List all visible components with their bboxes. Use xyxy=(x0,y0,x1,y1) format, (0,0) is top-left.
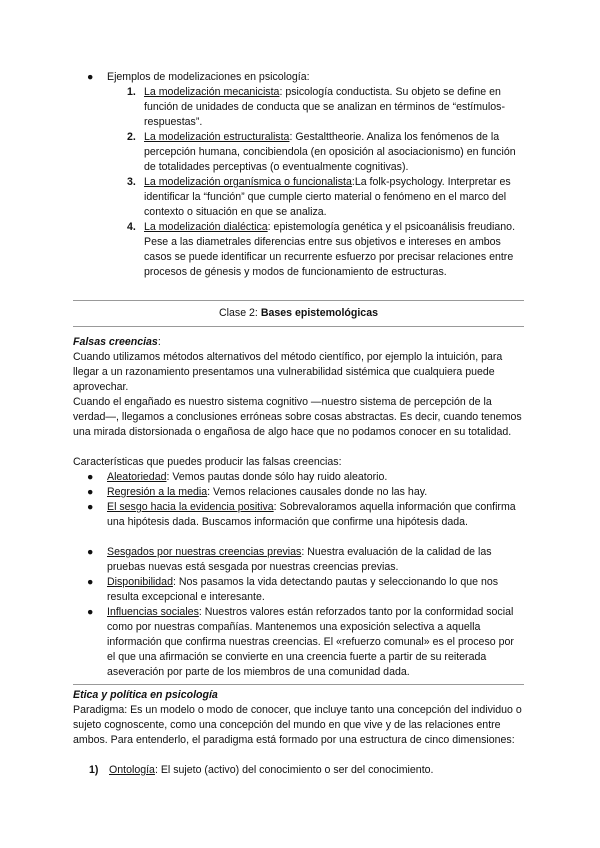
falsas-heading xyxy=(73,335,524,350)
heading-suffix: : xyxy=(157,336,161,348)
item-text: : Nuestros valores están reforzados tanto por la conformidad social como por nuestras compañías. Mantenemos una exposición selectiva a aquella información que confirma nuestras creencias. El «refuerzo comunal» es el proceso por el que una afirmación se convierte en una creencia fuerte a partir de su reiterada aseveración por parte de los miembros de una comunidad dada. xyxy=(107,606,514,678)
bullet-icon: ● xyxy=(87,501,94,513)
list-item xyxy=(73,485,524,500)
item-number: 2. xyxy=(127,131,136,143)
etica-paragraph: Paradigma: Es un modelo o modo de conocer, que incluye tanto una concepción del individuo o sujeto cognoscente, como una concepción del mundo en que vive y de las relaciones entre ambos. Para entenderlo, el paradigma está formado por una estructura de cinco dimensiones: xyxy=(73,704,522,746)
item-text: : Vemos relaciones causales donde no las hay. xyxy=(207,486,428,498)
item-term: Ontología xyxy=(109,764,155,776)
section-prefix: Clase 2: xyxy=(219,307,261,319)
item-text: : Sobrevaloramos aquella información que confirma una hipótesis dada. Buscamos información que confirme una hipótesis dada. xyxy=(107,501,516,528)
divider xyxy=(73,300,524,301)
list-item xyxy=(73,545,524,575)
intro-bullet xyxy=(73,70,524,85)
divider xyxy=(73,684,524,685)
item-text: : Nuestra evaluación de la calidad de las pruebas nuevas está sesgada por nuestras creencias previas. xyxy=(107,546,492,573)
etica-heading xyxy=(73,688,524,703)
section-title: Bases epistemológicas xyxy=(260,307,378,319)
item-number: 4. xyxy=(127,221,136,233)
item-term: Regresión a la media xyxy=(107,486,208,498)
item-number: 1) xyxy=(89,764,99,776)
divider xyxy=(73,326,524,327)
heading-text: Etica y política en psicología xyxy=(73,689,218,701)
heading-text: Falsas creencias xyxy=(73,336,158,348)
intro-item-3 xyxy=(73,175,524,220)
item-term: Aleatoriedad xyxy=(107,471,167,483)
bullet-icon: ● xyxy=(87,71,94,83)
bullet-icon: ● xyxy=(87,606,94,618)
item-number: 3. xyxy=(127,176,136,188)
item-text: : El sujeto (activo) del conocimiento o ser del conocimiento. xyxy=(154,764,434,776)
falsas-paragraph-3: Características que puedes producir las falsas creencias: xyxy=(73,456,342,468)
etica-item-1 xyxy=(73,763,524,778)
falsas-paragraph-2: Cuando el engañado es nuestro sistema cognitivo —nuestro sistema de percepción de la verdad—, llegamos a conclusiones erróneas sobre cosas abstractas. Es decir, cuando tenemos una mirada distorsionada o engañosa de algo hace que no podamos conocer en su totalidad. xyxy=(73,396,522,438)
item-term: La modelización dialéctica xyxy=(144,221,268,233)
item-text: : epistemología genética y el psicoanálisis freudiano. Pese a las diametrales diferencias entre sus objetivos e intereses en ambos casos se puede identificar un recurrente esfuerzo por precisar relaciones entre procesos de génesis y modos de funcionamiento de estructuras. xyxy=(144,221,516,278)
bullet-icon: ● xyxy=(87,471,94,483)
bullet-icon: ● xyxy=(87,486,94,498)
bullet-icon: ● xyxy=(87,546,94,558)
intro-item-1 xyxy=(73,85,524,130)
intro-heading: Ejemplos de modelizaciones en psicología: xyxy=(107,71,310,83)
item-term: La modelización mecanicista xyxy=(144,86,280,98)
item-text: :La folk-psychology. Interpretar es identificar la “función” que cumple cierto material o fenómeno en el marco del contexto o situación en que se analiza. xyxy=(144,176,511,218)
list-item xyxy=(73,470,524,485)
list-item xyxy=(73,500,524,530)
item-term: La modelización estructuralista xyxy=(144,131,290,143)
section-title-clase2 xyxy=(73,306,524,321)
intro-item-2 xyxy=(73,130,524,175)
item-text: : Gestalttheorie. Analiza los fenómenos de la percepción humana, concibiendola (en oposición al asociacionismo) en función de totalidades perceptivas (o eventualmente cognitivas). xyxy=(144,131,516,173)
list-item xyxy=(73,575,524,605)
intro-item-4 xyxy=(73,220,524,280)
item-term: Influencias sociales xyxy=(107,606,199,618)
item-text: : Vemos pautas donde sólo hay ruido aleatorio. xyxy=(166,471,388,483)
item-term: Disponibilidad xyxy=(107,576,173,588)
item-text: : Nos pasamos la vida detectando pautas y seleccionando lo que nos resulta excepcional e interesante. xyxy=(107,576,499,603)
item-term: La modelización organísmica o funcionalista xyxy=(144,176,352,188)
item-text: : psicología conductista. Su objeto se define en función de unidades de conducta que se analizan en términos de “estímulos-respuestas”. xyxy=(144,86,506,128)
falsas-paragraph-1: Cuando utilizamos métodos alternativos del método científico, por ejemplo la intuición, para llegar a un razonamiento presentamos una vulnerabilidad sistémica que cualquiera puede aprovechar. xyxy=(73,351,503,393)
item-term: El sesgo hacia la evidencia positiva xyxy=(107,501,274,513)
bullet-icon: ● xyxy=(87,576,94,588)
item-number: 1. xyxy=(127,86,136,98)
list-item xyxy=(73,605,524,680)
item-term: Sesgados por nuestras creencias previas xyxy=(107,546,302,558)
